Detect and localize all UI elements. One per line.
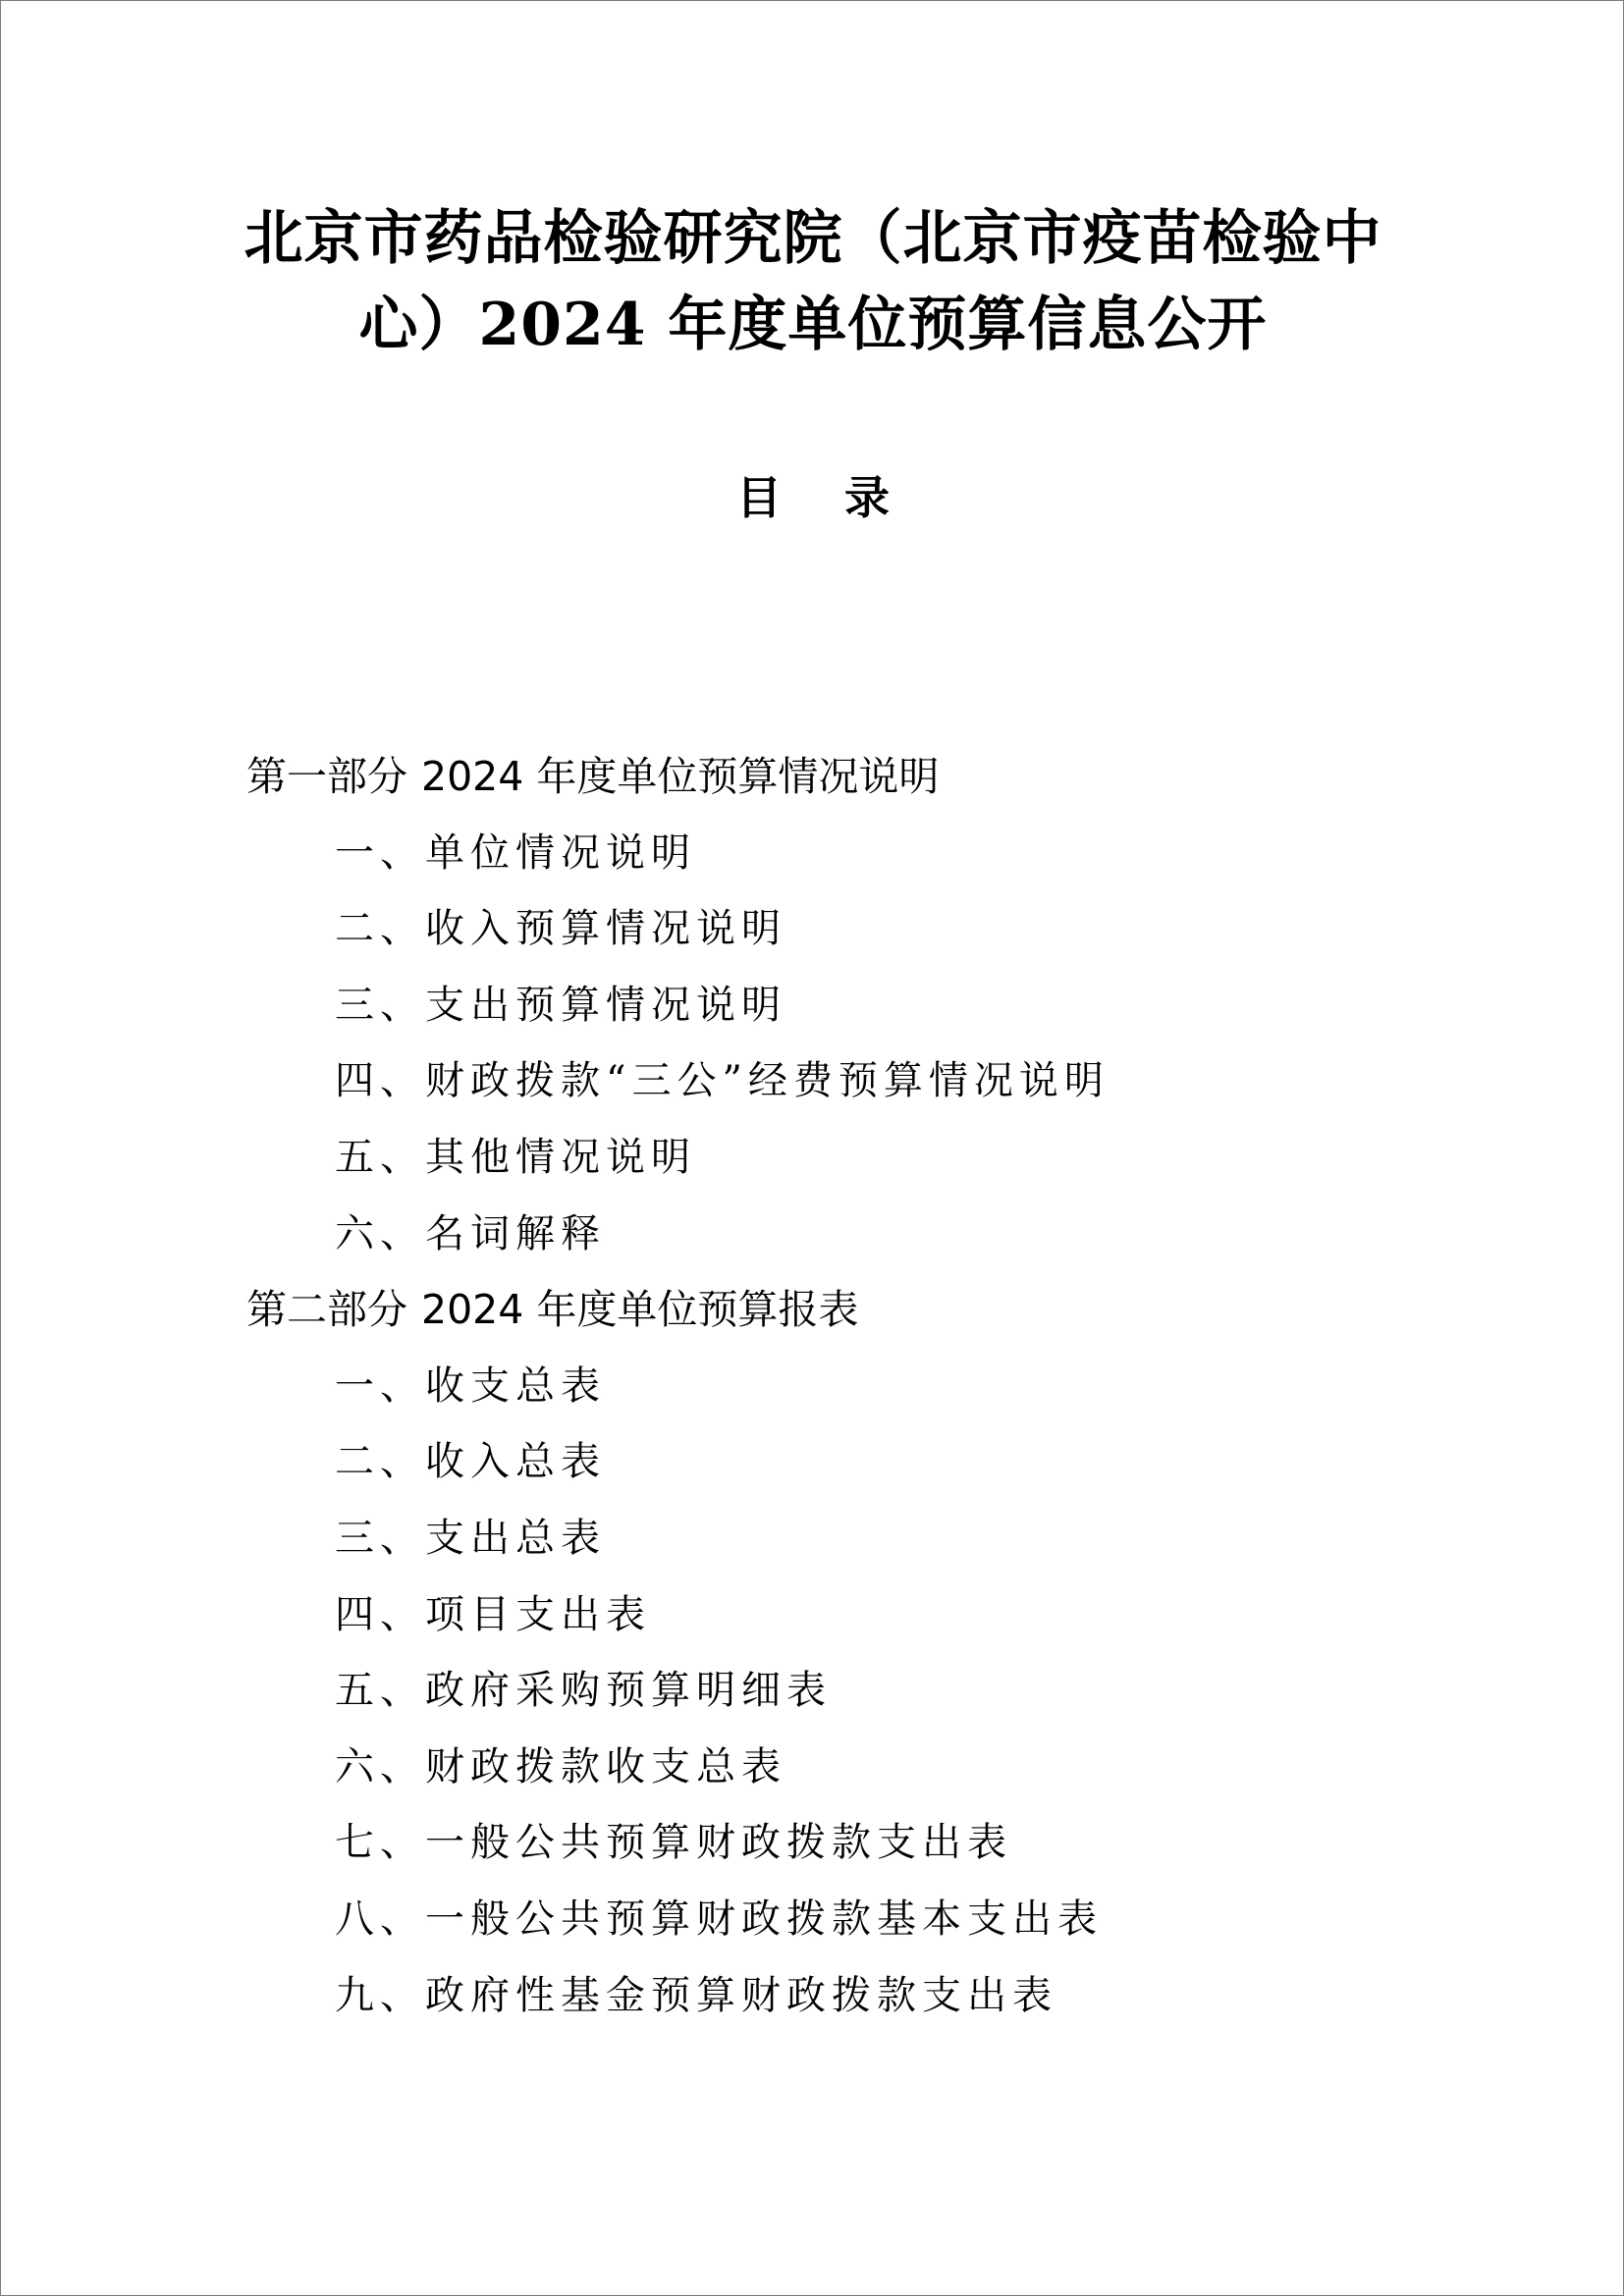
toc-item[interactable]: 四、财政拨款“三公”经费预算情况说明 [335,1058,1110,1104]
toc-item[interactable]: 五、政府采购预算明细表 [335,1668,832,1714]
toc-item[interactable]: 一、收支总表 [335,1362,606,1409]
toc-item[interactable]: 六、财政拨款收支总表 [335,1743,786,1789]
toc-heading-char-1: 目 [736,471,782,524]
toc-item[interactable]: 三、支出预算情况说明 [335,982,786,1028]
toc-item[interactable]: 九、政府性基金预算财政拨款支出表 [335,1972,1057,2018]
toc-part-1-title: 2024 年度单位预算情况说明 [421,753,940,800]
toc-item[interactable]: 六、名词解释 [335,1210,606,1256]
toc-item[interactable]: 七、一般公共预算财政拨款支出表 [335,1820,1012,1866]
toc-part-2[interactable] [246,1272,1425,1349]
toc-item[interactable]: 八、一般公共预算财政拨款基本支出表 [335,1896,1103,1942]
toc-item[interactable]: 一、单位情况说明 [335,829,696,876]
toc-part-1[interactable] [246,739,1425,816]
toc-part-2-label: 第二部分 [246,1286,407,1334]
toc-item[interactable]: 五、其他情况说明 [335,1134,696,1180]
toc-part-2-title: 2024 年度单位预算报表 [421,1286,859,1334]
document-title-line-1: 北京市药品检验研究院（北京市疫苗检验中 [244,204,1382,273]
toc-heading [1,468,1624,527]
table-of-contents [246,739,1425,2034]
toc-item[interactable]: 二、收入预算情况说明 [335,906,786,952]
toc-item[interactable]: 四、项目支出表 [335,1591,651,1637]
toc-item[interactable]: 二、收入总表 [335,1439,606,1485]
document-title-line-2: 心）2024 年度单位预算信息公开 [358,291,1268,359]
toc-part-1-label: 第一部分 [246,753,407,800]
document-title [197,195,1429,368]
toc-item[interactable]: 三、支出总表 [335,1515,606,1561]
toc-heading-char-2: 录 [844,471,890,524]
